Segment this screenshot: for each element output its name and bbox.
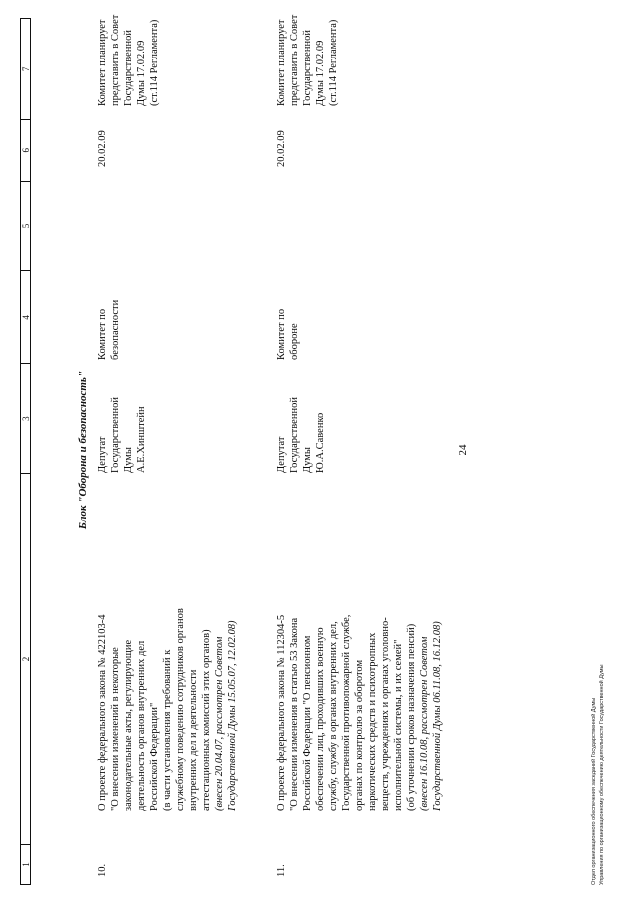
description-line: наркотических средств и психотропных <box>367 632 378 811</box>
committee-line: безопасности <box>110 299 121 360</box>
author-line: Государственной <box>289 397 300 473</box>
description-line: службу, службу в органах внутренних дел, <box>328 621 339 811</box>
column-number-3: 3 <box>21 363 30 473</box>
status-line: Думы 17.02.09 <box>136 40 147 106</box>
submission-note-line: (внесен 16.10.08, рассмотрен Советом <box>419 636 430 811</box>
author-line: Государственной <box>110 397 121 473</box>
status-line: Думы 17.02.09 <box>315 40 326 106</box>
bill-author <box>96 369 148 473</box>
author-line: Думы <box>123 447 134 473</box>
committee-line: обороне <box>289 323 300 360</box>
status-note <box>96 16 161 106</box>
column-number-5: 5 <box>21 181 30 271</box>
description-line: обеспечении лиц, проходивших военную <box>315 627 326 811</box>
description-line: О проекте федерального закона № 422103-4 <box>97 614 108 811</box>
block-title: Блок "Оборона и безопасность" <box>77 370 89 530</box>
description-line: исполнительной системы, и их семей" <box>393 639 404 811</box>
status-line: (ст.114 Регламента) <box>328 19 339 106</box>
author-line: А.Е.Хинштейн <box>136 406 147 473</box>
description-line: аттестационных комиссий этих органов) <box>201 629 212 811</box>
row-number: 11. <box>276 864 287 877</box>
submission-note-line: Государственной Думы 06.11.08, 16.12.08) <box>432 621 443 811</box>
committee-line: Комитет по <box>97 308 108 360</box>
description-line: внутренних дел и деятельности <box>188 669 199 811</box>
footer-line: Управления по организационному обеспечению деятельности Государственной Думы <box>599 664 605 885</box>
status-note <box>275 16 340 106</box>
submission-note-line: (внесен 20.04.07, рассмотрен Советом <box>214 636 225 811</box>
row-number: 10. <box>97 863 108 877</box>
column-number-1: 1 <box>21 844 30 884</box>
description-line: служебному поведению сотрудников органов <box>175 608 186 811</box>
review-date: 20.02.09 <box>276 130 287 167</box>
author-line: Ю.А.Савенко <box>315 412 326 473</box>
description-line: органах по контролю за оборотом <box>354 659 365 811</box>
author-line: Депутат <box>276 436 287 473</box>
column-number-4: 4 <box>21 270 30 363</box>
column-number-2: 2 <box>21 473 30 844</box>
description-line: (в части установления требований к <box>162 649 173 811</box>
status-line: представить в Совет <box>289 14 300 106</box>
status-line: Государственной <box>302 30 313 106</box>
responsible-committee <box>96 280 122 360</box>
description-line: "О внесении изменения в статью 53 Закона <box>289 617 300 811</box>
review-date: 20.02.09 <box>97 130 108 167</box>
status-line: Комитет планирует <box>97 19 108 106</box>
bill-description <box>96 506 239 811</box>
status-line: представить в Совет <box>110 14 121 106</box>
responsible-committee <box>275 280 301 360</box>
column-number-header <box>20 18 31 885</box>
description-line: (об уточнении сроков назначения пенсий) <box>406 623 417 811</box>
description-line: веществ, учреждениях и органах уголовно- <box>380 617 391 811</box>
committee-line: Комитет по <box>276 308 287 360</box>
description-line: деятельность органов внутренних дел <box>136 640 147 811</box>
description-line: Государственной противопожарной службе, <box>341 614 352 811</box>
column-number-7: 7 <box>21 66 31 72</box>
submission-note-line: Государственной Думы 15.05.07, 12.02.08) <box>227 620 238 811</box>
status-line: (ст.114 Регламента) <box>149 19 160 106</box>
author-line: Депутат <box>97 436 108 473</box>
column-number-6: 6 <box>21 119 30 181</box>
description-line: О проекте федерального закона № 112304-5 <box>276 614 287 811</box>
page-footer <box>590 665 606 886</box>
status-line: Комитет планирует <box>276 19 287 106</box>
description-line: Российской Федерации" <box>149 702 160 811</box>
bill-author <box>275 369 327 473</box>
footer-line: Отдел организационного обеспечения заседаний Государственной Думы <box>591 697 597 885</box>
status-line: Государственной <box>123 30 134 106</box>
bill-description <box>275 506 444 811</box>
description-line: Российской Федерации "О пенсионном <box>302 635 313 811</box>
description-line: законодательные акты, регулирующие <box>123 639 134 811</box>
description-line: "О внесении изменений в некоторые <box>110 647 121 811</box>
page-number: 24 <box>457 444 469 456</box>
author-line: Думы <box>302 447 313 473</box>
